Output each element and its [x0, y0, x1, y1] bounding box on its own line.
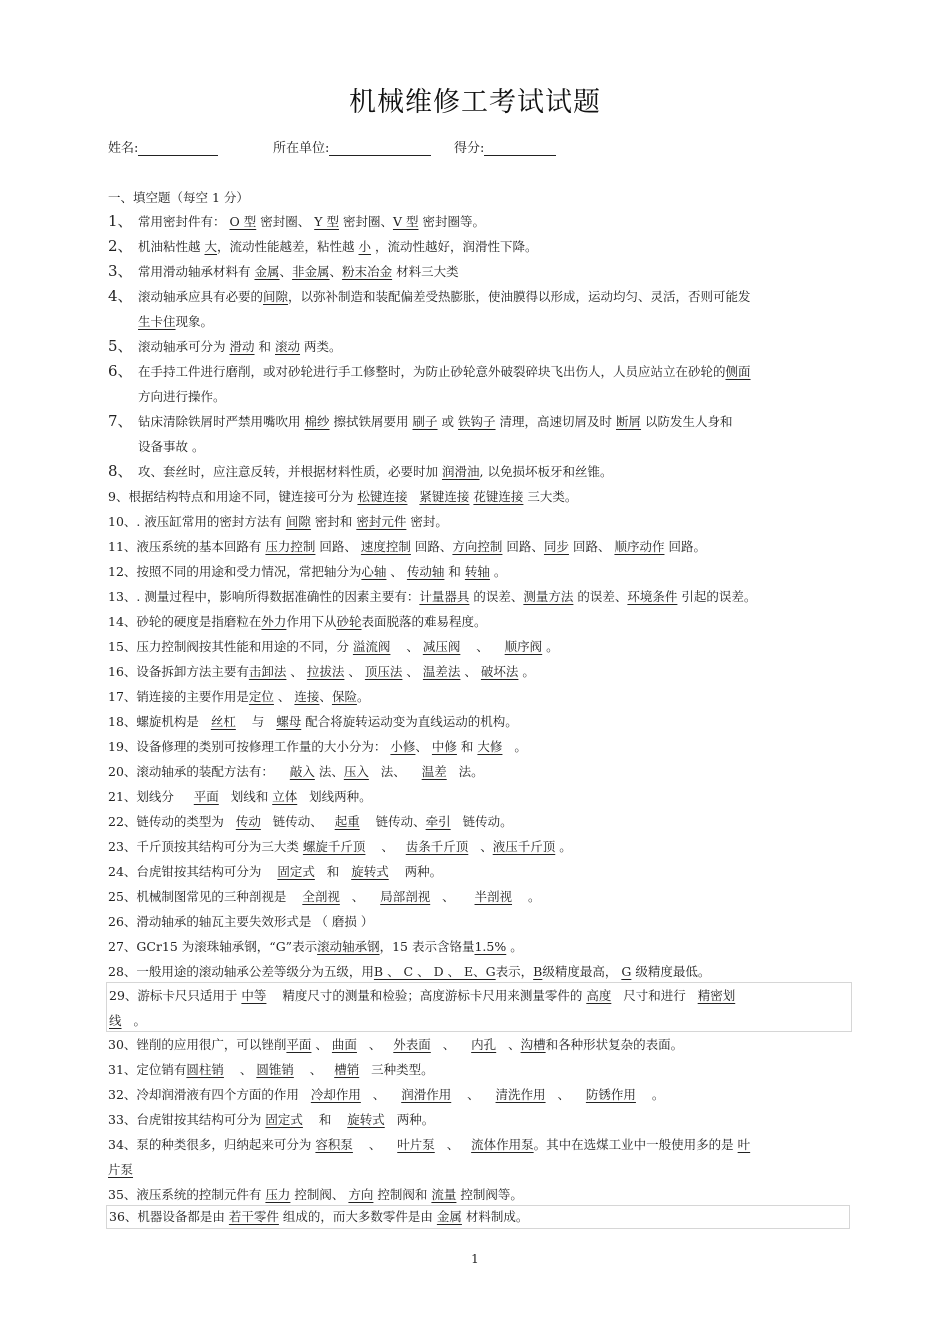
answer: 拉拔法 [306, 664, 345, 679]
question-text: 17、销连接的主要作用是 [108, 689, 249, 704]
question-text: 12、按照不同的用途和受力情况，常把轴分为 [108, 564, 362, 579]
question-text: 、 [442, 1037, 456, 1052]
question-text: 。其中在选煤工业中一般使用多的是 [533, 1137, 734, 1152]
answer: 心轴 [361, 564, 387, 579]
answer: 局部剖视 [380, 889, 431, 904]
question-text: 和各种形状复杂的表面。 [545, 1037, 684, 1052]
name-label: 姓名: [108, 141, 139, 156]
answer: 传动 [235, 814, 261, 829]
question-text: 或 [441, 414, 455, 429]
question-text: 、 [290, 664, 303, 679]
answer: 大 [204, 239, 218, 254]
question-6 [108, 359, 853, 409]
answer: 螺母 [276, 714, 302, 729]
question-text: 。 [651, 1087, 665, 1102]
question-3 [108, 259, 853, 284]
question-text: 级精度最低。 [635, 964, 711, 979]
unit-blank[interactable] [329, 141, 431, 156]
answer: 流体作用泵 [471, 1137, 534, 1152]
question-7 [108, 409, 853, 459]
question-text: 36、机器设备都是由 [109, 1209, 225, 1224]
answer: 冷却作用 [310, 1087, 361, 1102]
question-text: 和 [318, 1112, 332, 1127]
answer: 清洗作用 [495, 1087, 546, 1102]
question-text: 9、根据结构特点和用途不同，键连接可分为 [108, 489, 354, 504]
answer: 流量 [431, 1187, 457, 1202]
answer: 速度控制 [360, 539, 411, 554]
question-36 [106, 1205, 850, 1229]
question-text: 滚动轴承可分为 [138, 339, 226, 354]
question-text: 34、泵的种类很多，归纳起来可分为 [108, 1137, 312, 1152]
answer: 片泵 [108, 1162, 134, 1177]
question-27 [108, 934, 853, 959]
question-text: 、 [415, 739, 428, 754]
question-text: 。 [546, 639, 559, 654]
answer: 定位 [248, 689, 274, 704]
question-14 [108, 609, 853, 634]
answer: 铁钩子 [458, 414, 496, 429]
question-text: 16、设备拆卸方法主要有 [108, 664, 249, 679]
answer: 高度 [586, 988, 612, 1003]
question-22 [108, 809, 853, 834]
question-text: 。 [514, 739, 527, 754]
answer: 计量器具 [419, 589, 470, 604]
answer: 丝杠 [210, 714, 236, 729]
answer: 顺序阀 [504, 639, 543, 654]
question-35 [108, 1182, 853, 1207]
question-33 [108, 1107, 853, 1132]
question-text: 、 [464, 664, 477, 679]
name-field[interactable] [108, 137, 218, 156]
answer: 顺序动作 [614, 539, 665, 554]
question-text: 、 [557, 1087, 570, 1102]
question-text: 、 [442, 889, 455, 904]
answer: O 型 [229, 214, 257, 229]
question-text: 密封圈等。 [422, 214, 485, 229]
question-text: 法、 [318, 764, 344, 779]
question-text: 链传动、 [272, 814, 323, 829]
answer: 减压阀 [422, 639, 461, 654]
answer: 花键连接 [473, 489, 524, 504]
answer: 固定式 [277, 864, 315, 879]
answer: V 型 [392, 214, 419, 229]
answer: 小 [358, 239, 372, 254]
question-text: 常用滑动轴承材料有 [138, 264, 251, 279]
question-text: 、 [446, 1137, 460, 1152]
answer: 叶 [737, 1137, 751, 1152]
answer: 平面 [193, 789, 219, 804]
question-text: 27、GCr15 为滚珠轴承钢，“G”表示 [108, 939, 318, 954]
q-number: 3、 [108, 262, 133, 280]
question-text: 两类。 [304, 339, 342, 354]
answer: 滚动 [275, 339, 301, 354]
answer: 外表面 [393, 1037, 431, 1052]
question-text: 和 [448, 564, 461, 579]
q-number: 4、 [108, 287, 133, 305]
question-text: ，流动性能越差，粘性越 [217, 239, 355, 254]
question-text: 、 [329, 264, 343, 279]
answer: 环境条件 [627, 589, 678, 604]
question-text: 10、. 液压缸常用的密封方法有 [108, 514, 282, 529]
answer: 保险 [331, 689, 357, 704]
question-31 [108, 1057, 853, 1082]
question-text: 控制阀等。 [460, 1187, 523, 1202]
question-20 [108, 759, 853, 784]
question-text: 级精度最高， [542, 964, 618, 979]
answer: 连接 [294, 689, 320, 704]
answer: 间隙 [285, 514, 311, 529]
answer: 砂轮 [336, 614, 362, 629]
question-text: 15、压力控制阀按其性能和用途的不同，分 [108, 639, 349, 654]
question-text: 法、 [380, 764, 406, 779]
answer: 压入 [343, 764, 369, 779]
answer: 圆柱销 [186, 1062, 224, 1077]
question-text: 组成的，而大多数零件是由 [282, 1209, 433, 1224]
answer: 叶片泵 [397, 1137, 435, 1152]
question-5 [108, 334, 853, 359]
question-23 [108, 834, 853, 859]
answer: 齿条千斤顶 [405, 839, 469, 854]
answer: 温差 [421, 764, 447, 779]
question-text: 。 [356, 689, 370, 704]
answer: 压力 [265, 1187, 291, 1202]
answer: 顶压法 [364, 664, 403, 679]
question-text: 。 [133, 1013, 146, 1028]
question-29 [106, 982, 852, 1032]
page-number: 1 [471, 1252, 479, 1266]
answer: 外力 [261, 614, 287, 629]
question-19 [108, 734, 853, 759]
question-text: 机油粘性越 [138, 239, 201, 254]
score-label: 得分: [454, 141, 485, 156]
question-text: 链传动、 [375, 814, 426, 829]
question-9 [108, 484, 853, 509]
question-text: 配合将旋转运动变为直线运动的机构。 [305, 714, 518, 729]
q-number: 5、 [108, 337, 133, 355]
answer: 牵引 [425, 814, 451, 829]
question-text: 11、液压系统的基本回路有 [108, 539, 262, 554]
answer: 平面 [286, 1037, 312, 1052]
answer: 1.5% [474, 939, 507, 954]
answer: 压力控制 [265, 539, 316, 554]
score-blank[interactable] [484, 141, 556, 156]
answer: Y 型 [314, 214, 339, 229]
answer: 卡住 [150, 314, 176, 329]
answer: 金属 [436, 1209, 462, 1224]
question-text: 精度尺寸的测量和检验；高度游标卡尺用来测量零件的 [282, 988, 583, 1003]
answer: 小修 [390, 739, 416, 754]
question-16 [108, 659, 853, 684]
question-text: 、 [277, 689, 291, 704]
answer: 内孔 [471, 1037, 497, 1052]
question-text: 、 [368, 1037, 382, 1052]
q-number: 8、 [108, 462, 133, 480]
answer: 生 [138, 314, 151, 329]
question-text: 、 [372, 1087, 386, 1102]
question-text: 和 [326, 864, 340, 879]
question-text: 33、台虎钳按其结构可分为 [108, 1112, 262, 1127]
answer: 非金属 [292, 264, 330, 279]
question-text: 、 [309, 1062, 323, 1077]
question-text: 密封圈、 [342, 214, 393, 229]
answer: 密封元件 [356, 514, 407, 529]
unit-field[interactable] [273, 137, 431, 156]
question-text: 作用下从 [286, 614, 337, 629]
question-text: 与 [251, 714, 265, 729]
question-text: 26、滑动轴承的轴瓦主要失效形式是 （ 磨损 ） [108, 914, 374, 929]
question-text: 29、游标卡尺只适用于 [109, 988, 238, 1003]
answer: 击卸法 [248, 664, 287, 679]
question-text: 滚动轴承应具有必要的 [138, 289, 264, 304]
question-text: 、 [368, 1137, 382, 1152]
question-text: 回路、 [414, 539, 453, 554]
answer: 线 [109, 1013, 122, 1028]
answer: 中等 [241, 988, 267, 1003]
answer: 传动轴 [406, 564, 445, 579]
question-text: 19、设备修理的类别可按修理工作量的大小分为： [108, 739, 387, 754]
question-text: , 以免损坏板牙和丝锥。 [479, 464, 613, 479]
answer: 沟槽 [520, 1037, 546, 1052]
question-text: 20、滚动轴承的装配方法有： [108, 764, 274, 779]
question-34 [108, 1132, 853, 1182]
answer: 固定式 [265, 1112, 303, 1127]
question-text: 两种。 [404, 864, 443, 879]
question-text: 22、链传动的类型为 [108, 814, 224, 829]
question-25 [108, 884, 853, 909]
question-text: 。 [510, 939, 523, 954]
question-text: 18、螺旋机构是 [108, 714, 199, 729]
question-text: 法。 [458, 764, 484, 779]
answer: 润滑作用 [401, 1087, 452, 1102]
question-text: 钻床清除铁屑时严禁用嘴吹用 [138, 414, 301, 429]
answer: 半剖视 [474, 889, 513, 904]
question-text: 攻、套丝时，应注意反转，并根据材料性质，必要时加 [138, 464, 439, 479]
question-32 [108, 1082, 853, 1107]
question-text: 回路、 [572, 539, 611, 554]
answer: 圆锥销 [256, 1062, 294, 1077]
question-text: 、 [319, 689, 332, 704]
question-text: 14、砂轮的硬度是指磨粒在 [108, 614, 262, 629]
answer: 精密划 [697, 988, 736, 1003]
question-text: 31、定位销有 [108, 1062, 187, 1077]
answer: 方向控制 [452, 539, 503, 554]
question-11 [108, 534, 853, 559]
question-text: 表面脱落的难易程度。 [361, 614, 487, 629]
question-text: 23、千斤顶按其结构可分为三大类 [108, 839, 299, 854]
answer: 滑动 [229, 339, 255, 354]
answer: 同步 [543, 539, 569, 554]
question-text: 、 [348, 664, 361, 679]
question-text: 。 [522, 664, 535, 679]
answer: B [533, 964, 543, 979]
answer: 刷子 [412, 414, 438, 429]
question-text: 常用密封件有： [138, 214, 226, 229]
q-number: 1、 [108, 212, 133, 230]
q-number: 7、 [108, 412, 133, 430]
answer: 容积泵 [315, 1137, 353, 1152]
question-text: 30、锉削的应用很广，可以锉削 [108, 1037, 287, 1052]
question-text: 13、. 测量过程中，影响所得数据准确性的因素主要有： [108, 589, 420, 604]
question-text: 、 [508, 1037, 521, 1052]
question-text: 、 [315, 1037, 328, 1052]
question-text: 划线和 [230, 789, 269, 804]
answer: 起重 [334, 814, 360, 829]
answer: 敲入 [289, 764, 315, 779]
question-text: 。 [493, 564, 507, 579]
question-text: 以防发生人身和 [645, 414, 733, 429]
answer: 棉纱 [304, 414, 330, 429]
question-text: 、 [381, 839, 394, 854]
question-text: 清理，高速切屑及时 [499, 414, 613, 429]
score-field[interactable] [454, 137, 556, 156]
answer: 液压千斤顶 [492, 839, 556, 854]
answer: 断屑 [616, 414, 642, 429]
question-12 [108, 559, 853, 584]
question-text: 回路。 [668, 539, 706, 554]
question-text: 尺寸和进行 [623, 988, 686, 1003]
answer: 曲面 [331, 1037, 357, 1052]
question-text: 21、划线分 [108, 789, 174, 804]
question-15 [108, 634, 853, 659]
question-text: 三种类型。 [371, 1062, 434, 1077]
question-text: 、 [239, 1062, 253, 1077]
page-title: 机械维修工考试试题 [349, 87, 601, 118]
answer: B 、 C 、 D 、 E、G [373, 964, 496, 979]
question-text: 、 [480, 839, 493, 854]
question-text: 控制阀、 [294, 1187, 345, 1202]
question-8 [108, 459, 853, 484]
answer: 转轴 [464, 564, 490, 579]
question-text: 方向进行操作。 [138, 389, 226, 404]
question-text: 、 [476, 639, 489, 654]
section-heading: 一、填空题（每空 1 分） [108, 190, 249, 205]
answer: 方向 [348, 1187, 374, 1202]
question-text: 25、机械制图常见的三种剖视是 [108, 889, 287, 904]
question-text: 在手持工件进行磨削，或对砂轮进行手工修整时，为防止砂轮意外破裂碎块飞出伤人，人员应站立在砂轮的 [138, 364, 726, 379]
question-text: 回路、 [506, 539, 544, 554]
question-text: 、 [406, 639, 419, 654]
question-text: 控制阀和 [377, 1187, 428, 1202]
question-text: 。 [527, 889, 541, 904]
question-text: 和 [460, 739, 474, 754]
answer: 槽销 [334, 1062, 360, 1077]
question-text: 三大类。 [527, 489, 578, 504]
question-text: 密封。 [410, 514, 448, 529]
answer: 滚动轴承钢 [317, 939, 380, 954]
answer: 粉末冶金 [342, 264, 393, 279]
question-text: 、 [406, 664, 419, 679]
question-text: 的误差、 [577, 589, 628, 604]
question-text: 划线两种。 [309, 789, 372, 804]
question-text: ，以弥补制造和装配偏差受热膨胀，使油膜得以形成，运动均匀、灵活，否则可能发 [288, 289, 751, 304]
answer: 金属 [254, 264, 280, 279]
answer: 中修 [431, 739, 457, 754]
answer: 润滑油 [442, 464, 480, 479]
question-4 [108, 284, 853, 334]
question-text: 表示， [495, 964, 534, 979]
question-text: 设备事故 。 [138, 439, 205, 454]
question-text: 和 [258, 339, 272, 354]
question-text: 。 [559, 839, 572, 854]
question-17 [108, 684, 853, 709]
question-text: 28、一般用途的滚动轴承公差等级分为五级，用 [108, 964, 374, 979]
question-text: 、 [390, 564, 403, 579]
answer: 旋转式 [347, 1112, 385, 1127]
question-24 [108, 859, 853, 884]
question-text: 24、台虎钳按其结构可分为 [108, 864, 262, 879]
answer: 松键连接 [357, 489, 408, 504]
answer: G [621, 964, 632, 979]
answer: 大修 [477, 739, 503, 754]
question-text: 材料三大类 [396, 264, 459, 279]
answer: 防锈作用 [585, 1087, 636, 1102]
answer: 螺旋千斤顶 [302, 839, 366, 854]
answer: 测量方法 [523, 589, 574, 604]
question-30 [108, 1032, 853, 1057]
question-text: 链传动。 [462, 814, 513, 829]
question-text: ，15 表示含铬量 [379, 939, 475, 954]
answer: 间隙 [263, 289, 289, 304]
question-21 [108, 784, 853, 809]
name-blank[interactable] [138, 141, 218, 156]
answer: 旋转式 [351, 864, 389, 879]
answer: 立体 [272, 789, 298, 804]
question-text: 密封圈、 [260, 214, 311, 229]
question-10 [108, 509, 853, 534]
question-text: 材料制成。 [465, 1209, 529, 1224]
question-text: 现象。 [175, 314, 214, 329]
answer: 温差法 [422, 664, 461, 679]
question-text: 、 [467, 1087, 480, 1102]
question-text: 密封和 [314, 514, 353, 529]
answer: 破坏法 [480, 664, 519, 679]
question-text: ，流动性越好，润滑性下降。 [375, 239, 538, 254]
question-text: 32、冷却润滑液有四个方面的作用 [108, 1087, 299, 1102]
q-number: 6、 [108, 362, 133, 380]
question-18 [108, 709, 853, 734]
question-1 [108, 209, 853, 234]
answer: 紧键连接 [419, 489, 470, 504]
question-text: 回路、 [319, 539, 357, 554]
question-13 [108, 584, 853, 609]
question-28 [108, 959, 853, 984]
question-2 [108, 234, 853, 259]
q-number: 2、 [108, 237, 133, 255]
question-text: 两种。 [396, 1112, 435, 1127]
unit-label: 所在单位: [273, 141, 330, 156]
question-text: 引起的误差。 [681, 589, 757, 604]
answer: 若干零件 [228, 1209, 279, 1224]
question-text: 、 [351, 889, 365, 904]
answer: 全剖视 [302, 889, 340, 904]
question-26 [108, 909, 853, 934]
question-text: 、 [279, 264, 293, 279]
answer: 溢流阀 [352, 639, 391, 654]
answer: 侧面 [725, 364, 751, 379]
question-text: 35、液压系统的控制元件有 [108, 1187, 262, 1202]
question-text: 的误差、 [473, 589, 524, 604]
question-text: 擦拭铁屑要用 [333, 414, 409, 429]
